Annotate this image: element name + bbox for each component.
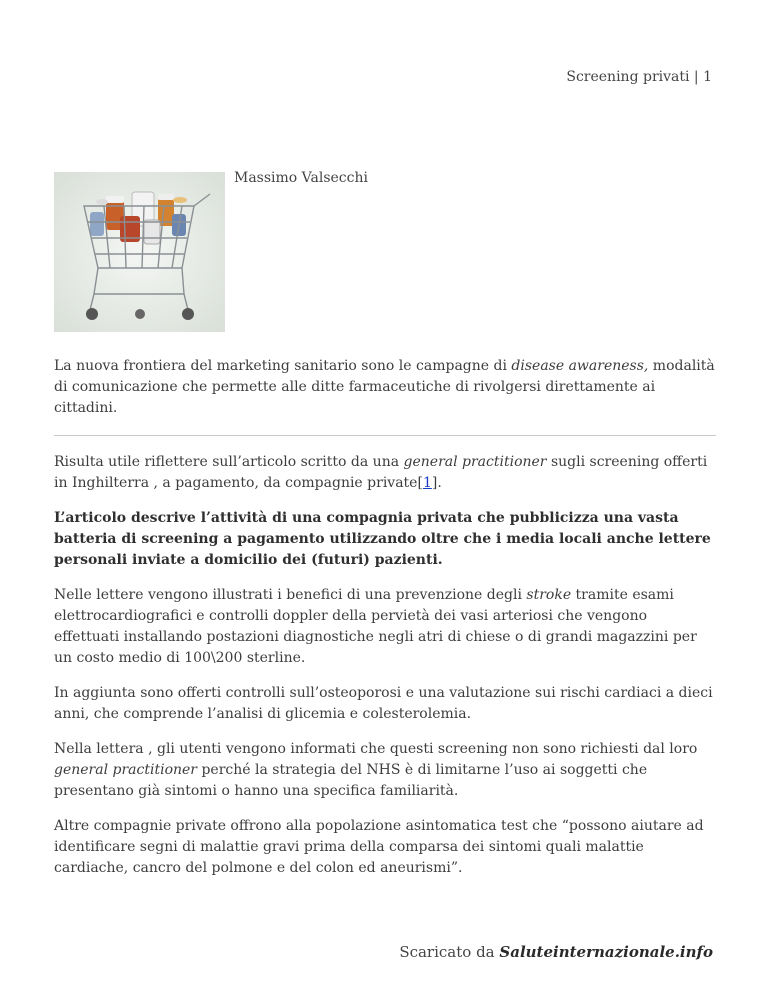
- paragraph: Altre compagnie private offrono alla popolazione asintomatica test che “possono aiutare ad identificare segni di malattie gravi prima della comparsa dei sintomi quali malattie cardiache, cancro del polmone e del colon ed aneurismi”.: [54, 818, 704, 876]
- footnote-link[interactable]: 1: [422, 475, 432, 491]
- shopping-cart-icon: [54, 172, 225, 332]
- intro-paragraph: La nuova frontiera del marketing sanitario sono le campagne di disease awareness, modalità di comunicazione che permette alle ditte farmaceutiche di rivolgersi direttamente ai cittadini.: [54, 358, 715, 416]
- site-name: Saluteinternazionale.info: [499, 943, 713, 961]
- paragraph: Nella lettera , gli utenti vengono informati che questi screening non sono richiesti dal loro general practitioner perché la strategia del NHS è di limitarne l’uso ai soggetti che presentano già sintomi o hanno una specifica familiarità.: [54, 741, 698, 799]
- footer: Scaricato da Saluteinternazionale.info: [399, 943, 713, 961]
- divider: [54, 435, 716, 436]
- paragraph: Risulta utile riflettere sull’articolo scritto da una general practitioner sugli screening offerti in Inghilterra , a pagamento, da compagnie private[1].: [54, 454, 708, 491]
- page-header: Screening privati | 1: [566, 69, 712, 85]
- article-body: [54, 356, 716, 893]
- bold-paragraph: L’articolo descrive l’attività di una compagnia privata che pubblicizza una vasta batteria di screening a pagamento utilizzando oltre che i media locali anche lettere personali inviate a domicilio dei (futuri) pazienti.: [54, 510, 711, 568]
- paragraph: In aggiunta sono offerti controlli sull’osteoporosi e una valutazione sui rischi cardiaci a dieci anni, che comprende l’analisi di glicemia e colesterolemia.: [54, 685, 713, 722]
- author-name: Massimo Valsecchi: [234, 170, 368, 186]
- paragraph: Nelle lettere vengono illustrati i benefici di una prevenzione degli stroke tramite esami elettrocardiografici e controlli doppler della pervietà dei vasi arteriosi che vengono effettuati installando postazioni diagnostiche negli atri di chiese o di grandi magazzini per un costo medio di 100\200 sterline.: [54, 587, 697, 666]
